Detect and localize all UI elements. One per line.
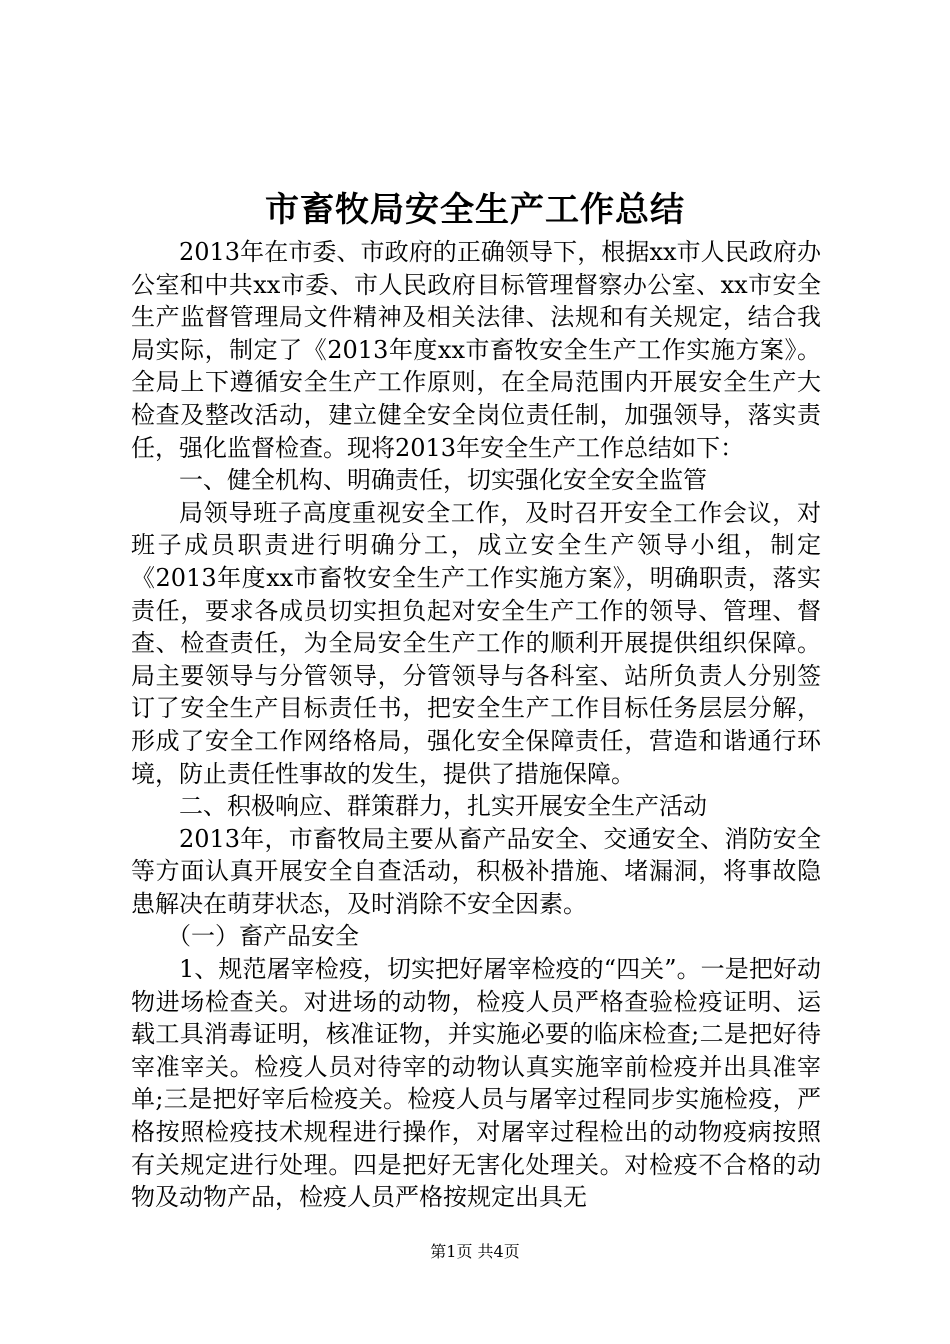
- document-title: 市畜牧局安全生产工作总结: [265, 190, 685, 230]
- subsection-heading-1: （一）畜产品安全: [167, 922, 359, 951]
- paragraph-subsection-1: 1、规范屠宰检疫，切实把好屠宰检疫的“四关”。一是把好动物进场检查关。对进场的动物，检疫人员严格查验检疫证明、运载工具消毒证明，核准证物，并实施必要的临床检查;二是把好待宰准宰关。检疫人员对待宰的动物认真实施宰前检疫并出具准宰单;三是把好宰后检疫关。检疫人员与屠宰过程同步实施检疫，严格按照检疫技术规程进行操作，对屠宰过程检出的动物疫病按照有关规定进行处理。四是把好无害化处理关。对检疫不合格的动物及动物产品，检疫人员严格按规定出具无: [131, 955, 821, 1212]
- section-heading-2: 二、积极响应、群策群力，扎实开展安全生产活动: [179, 792, 707, 821]
- page-footer: 第1页 共4页: [430, 1242, 520, 1261]
- paragraph-section-1: 局领导班子高度重视安全工作，及时召开安全工作会议，对班子成员职责进行明确分工，成立安全生产领导小组，制定《2013年度xx市畜牧安全生产工作实施方案》，明确职责，落实责任，要求各成员切实担负起对安全生产工作的领导、管理、督查、检查责任，为全局安全生产工作的顺利开展提供组织保障。局主要领导与分管领导，分管领导与各科室、站所负责人分别签订了安全生产目标责任书，把安全生产工作目标任务层层分解，形成了安全工作网络格局，强化安全保障责任，营造和谐通行环境，防止责任性事故的发生，提供了措施保障。: [131, 498, 821, 788]
- section-heading-1: 一、健全机构、明确责任，切实强化安全安全监管: [179, 466, 707, 495]
- paragraph-intro: 2013年在市委、市政府的正确领导下，根据xx市人民政府办公室和中共xx市委、市人民政府目标管理督察办公室、xx市安全生产监督管理局文件精神及相关法律、法规和有关规定，结合我局实际，制定了《2013年度xx市畜牧安全生产工作实施方案》。全局上下遵循安全生产工作原则，在全局范围内开展安全生产大检查及整改活动，建立健全安全岗位责任制，加强领导，落实责任，强化监督检查。现将2013年安全生产工作总结如下：: [131, 238, 821, 462]
- paragraph-section-2: 2013年，市畜牧局主要从畜产品安全、交通安全、消防安全等方面认真开展安全自查活动，积极补措施、堵漏洞，将事故隐患解决在萌芽状态，及时消除不安全因素。: [131, 824, 821, 918]
- document-body: [131, 236, 821, 1214]
